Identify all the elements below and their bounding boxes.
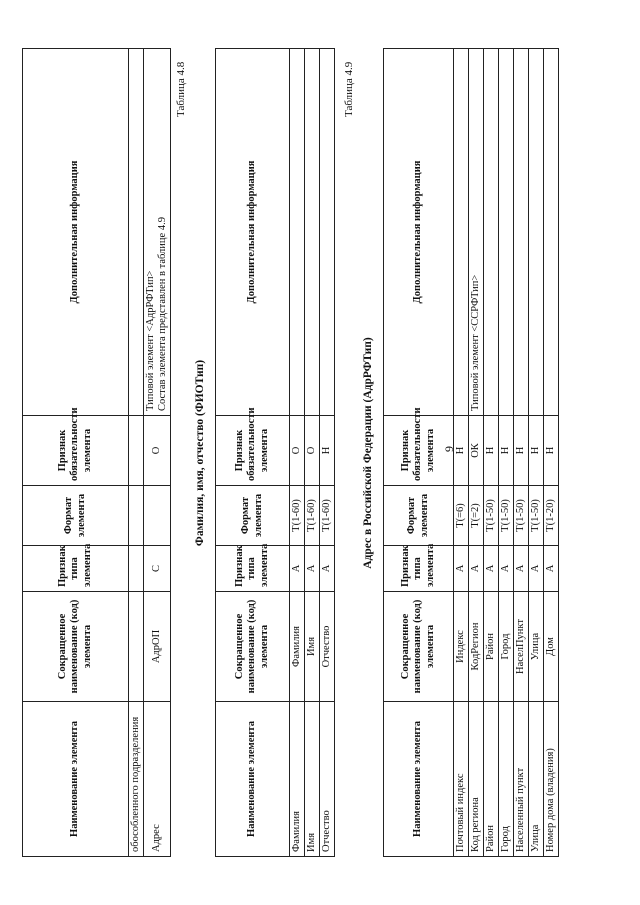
cell-name: Район [484,702,499,857]
header-type: Признак типа элемента [23,546,129,592]
cell-type: А [305,546,320,592]
cell-info [129,49,144,416]
cell-format: T(1-50) [529,486,544,546]
cell-short: Отчество [320,592,335,702]
table-continuation-body [129,49,171,857]
cell-mandatory: Н [529,416,544,486]
table-row [469,49,484,857]
header-info: Дополнительная информация [384,49,454,416]
cell-format: T(1-60) [290,486,305,546]
cell-format: T(=6) [454,486,469,546]
cell-name: Город [499,702,514,857]
cell-short: НаселПункт [514,592,529,702]
cell-name: Код региона [469,702,484,857]
table-row [499,49,514,857]
cell-name: Номер дома (владения) [544,702,559,857]
cell-mandatory: Н [454,416,469,486]
cell-format [129,486,144,546]
cell-name: Фамилия [290,702,305,857]
cell-info [499,49,514,416]
cell-short: Район [484,592,499,702]
cell-mandatory: О [144,416,171,486]
table-row [544,49,559,857]
cell-type: А [469,546,484,592]
table-row [484,49,499,857]
cell-type: А [290,546,305,592]
cell-type: А [514,546,529,592]
cell-format: T(1-50) [499,486,514,546]
header-info: Дополнительная информация [23,49,129,416]
cell-format: T(1-60) [320,486,335,546]
cell-type: А [320,546,335,592]
cell-mandatory [129,416,144,486]
cell-info [320,49,335,416]
cell-type: С [144,546,171,592]
cell-name: Адрес [144,702,171,857]
header-format: Формат элемента [216,486,290,546]
cell-type: А [454,546,469,592]
header-format: Формат элемента [384,486,454,546]
header-name: Наименование элемента [23,702,129,857]
table-row [305,49,320,857]
table-row [129,49,144,857]
cell-short: КодРегион [469,592,484,702]
cell-info [544,49,559,416]
cell-info [290,49,305,416]
cell-name: Населенный пункт [514,702,529,857]
header-name: Наименование элемента [384,702,454,857]
cell-name: Отчество [320,702,335,857]
header-short: Сокращенное наименование (код) элемента [23,592,129,702]
cell-short: Имя [305,592,320,702]
header-short: Сокращенное наименование (код) элемента [216,592,290,702]
cell-format: T(=2) [469,486,484,546]
cell-info [514,49,529,416]
table-address [383,48,559,857]
cell-mandatory: О [305,416,320,486]
cell-name: Улица [529,702,544,857]
cell-format: T(1-20) [544,486,559,546]
cell-short [129,592,144,702]
cell-format: T(1-50) [484,486,499,546]
table-fio-body [290,49,335,857]
cell-info: Типовой элемент <АдрРФТип> Состав элемента представлен в таблице 4.9 [144,49,171,416]
cell-format: T(1-60) [305,486,320,546]
table-row [529,49,544,857]
cell-mandatory: Н [320,416,335,486]
table-row [514,49,529,857]
cell-mandatory: Н [484,416,499,486]
cell-info [484,49,499,416]
cell-type: А [529,546,544,592]
cell-format [144,486,171,546]
page-number: 9 [442,446,456,452]
cell-short: Дом [544,592,559,702]
cell-mandatory: Н [514,416,529,486]
table-row [320,49,335,857]
cell-short: Фамилия [290,592,305,702]
header-type: Признак типа элемента [384,546,454,592]
cell-type: А [499,546,514,592]
cell-name: Почтовый индекс [454,702,469,857]
table-row [290,49,305,857]
table-row [144,49,171,857]
cell-short: Город [499,592,514,702]
table-title-fio: Фамилия, имя, отчество (ФИОТип) [194,359,206,547]
cell-info [305,49,320,416]
header-mandatory: Признак обязательности элемента [384,416,454,486]
table-continuation [22,48,171,857]
cell-info: Типовой элемент <ССРФТип> [469,49,484,416]
cell-name: обособленного подразделения [129,702,144,857]
cell-mandatory: О [290,416,305,486]
cell-format: T(1-50) [514,486,529,546]
table-fio [215,48,335,857]
cell-info [529,49,544,416]
cell-info [454,49,469,416]
header-info: Дополнительная информация [216,49,290,416]
header-type: Признак типа элемента [216,546,290,592]
header-short: Сокращенное наименование (код) элемента [384,592,454,702]
cell-type [129,546,144,592]
table-title-address: Адрес в Российской Федерации (АдрРФТип) [362,337,374,569]
table-row [454,49,469,857]
header-mandatory: Признак обязательности элемента [216,416,290,486]
header-name: Наименование элемента [216,702,290,857]
cell-short: Улица [529,592,544,702]
table-caption-4-9: Таблица 4.9 [343,61,355,117]
cell-mandatory: Н [499,416,514,486]
table-caption-4-8: Таблица 4.8 [175,61,187,117]
table-address-body [454,49,559,857]
header-mandatory: Признак обязательности элемента [23,416,129,486]
cell-short: АдрОП [144,592,171,702]
cell-type: А [544,546,559,592]
cell-mandatory: ОК [469,416,484,486]
cell-short: Индекс [454,592,469,702]
cell-name: Имя [305,702,320,857]
cell-type: А [484,546,499,592]
header-format: Формат элемента [23,486,129,546]
cell-mandatory: Н [544,416,559,486]
